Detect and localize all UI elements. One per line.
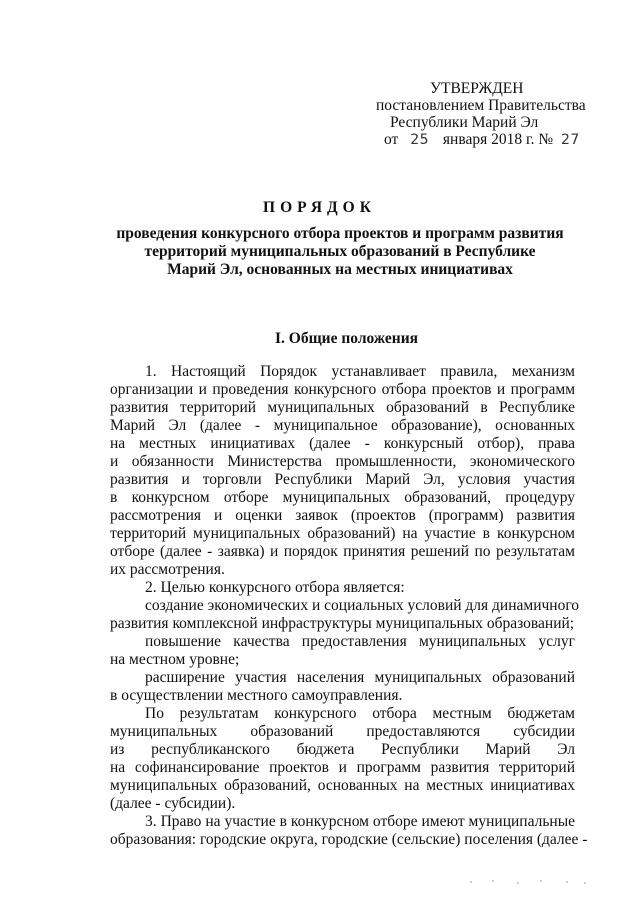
body-line-18: расширение участия населения муниципальных образований [145,669,575,686]
body-line-21: муниципальных образований предоставляются субсидии [110,723,575,740]
body-line-22: из республиканского бюджета Республики Марий Эл [110,741,575,758]
body-line-5: на местных инициативах (далее - конкурсный отбор), права [110,435,575,452]
body-line-8: в конкурсном отборе муниципальных образований, процедуру [110,489,575,506]
body-line-25: (далее - субсидии). [110,795,236,812]
date-day: 25 [410,132,430,148]
body-line-24: муниципальных образований, основанных на местных инициативах [110,777,575,794]
approval-date [384,131,580,149]
section-heading: I. Общие положения [275,330,419,347]
body-line-27: образования: городские округа, городские (сельские) поселения (далее - [110,831,588,848]
body-line-13: 2. Целью конкурсного отбора является: [145,579,405,596]
document-subtitle-line-1: проведения конкурсного отбора проектов и программ развития [116,225,564,242]
document-title: ПОРЯДОК [263,199,376,216]
body-line-17: на местном уровне; [110,651,240,668]
body-line-2: организации и проведения конкурсного отбора проектов и программ [110,381,575,398]
body-line-11: отборе (далее - заявка) и порядок принятия решений по результатам [110,543,575,560]
body-line-14: создание экономических и социальных условий для динамичного [145,597,580,614]
scan-specks [470,878,590,886]
body-line-16: повышение качества предоставления муниципальных услуг [145,633,575,650]
document-subtitle-line-3: Марий Эл, основанных на местных инициативах [167,261,513,278]
body-line-26: 3. Право на участие в конкурсном отборе имеют муниципальные [145,813,575,830]
approval-line-1: постановлением Правительства [376,97,586,114]
body-line-4: Марий Эл (далее - муниципальное образование), основанных [110,417,575,434]
date-month: января 2018 г. № [442,131,554,148]
body-line-1: 1. Настоящий Порядок устанавливает правила, механизм [145,363,575,380]
body-line-9: рассмотрения и оценки заявок (проектов (программ) развития [110,507,575,524]
date-number: 27 [560,132,580,148]
body-line-3: развития территорий муниципальных образований в Республике [110,399,575,416]
body-line-23: на софинансирование проектов и программ развития территорий [110,759,575,776]
body-line-6: и обязанности Министерства промышленности, экономического [110,453,575,470]
approval-title: УТВЕРЖДЕН [430,80,524,97]
date-prefix: от [384,131,399,148]
body-line-19: в осуществлении местного самоуправления. [110,687,403,704]
body-line-12: их рассмотрения. [110,561,225,578]
body-line-10: территорий муниципальных образований) на участие в конкурсном [110,525,575,542]
body-line-15: развития комплексной инфраструктуры муниципальных образований; [110,615,575,632]
approval-line-2: Республики Марий Эл [390,114,539,131]
document-subtitle-line-2: территорий муниципальных образований в Республике [144,243,536,260]
body-line-7: развития и торговли Республики Марий Эл, условия участия [110,471,575,488]
body-line-20: По результатам конкурсного отбора местным бюджетам [145,705,575,722]
